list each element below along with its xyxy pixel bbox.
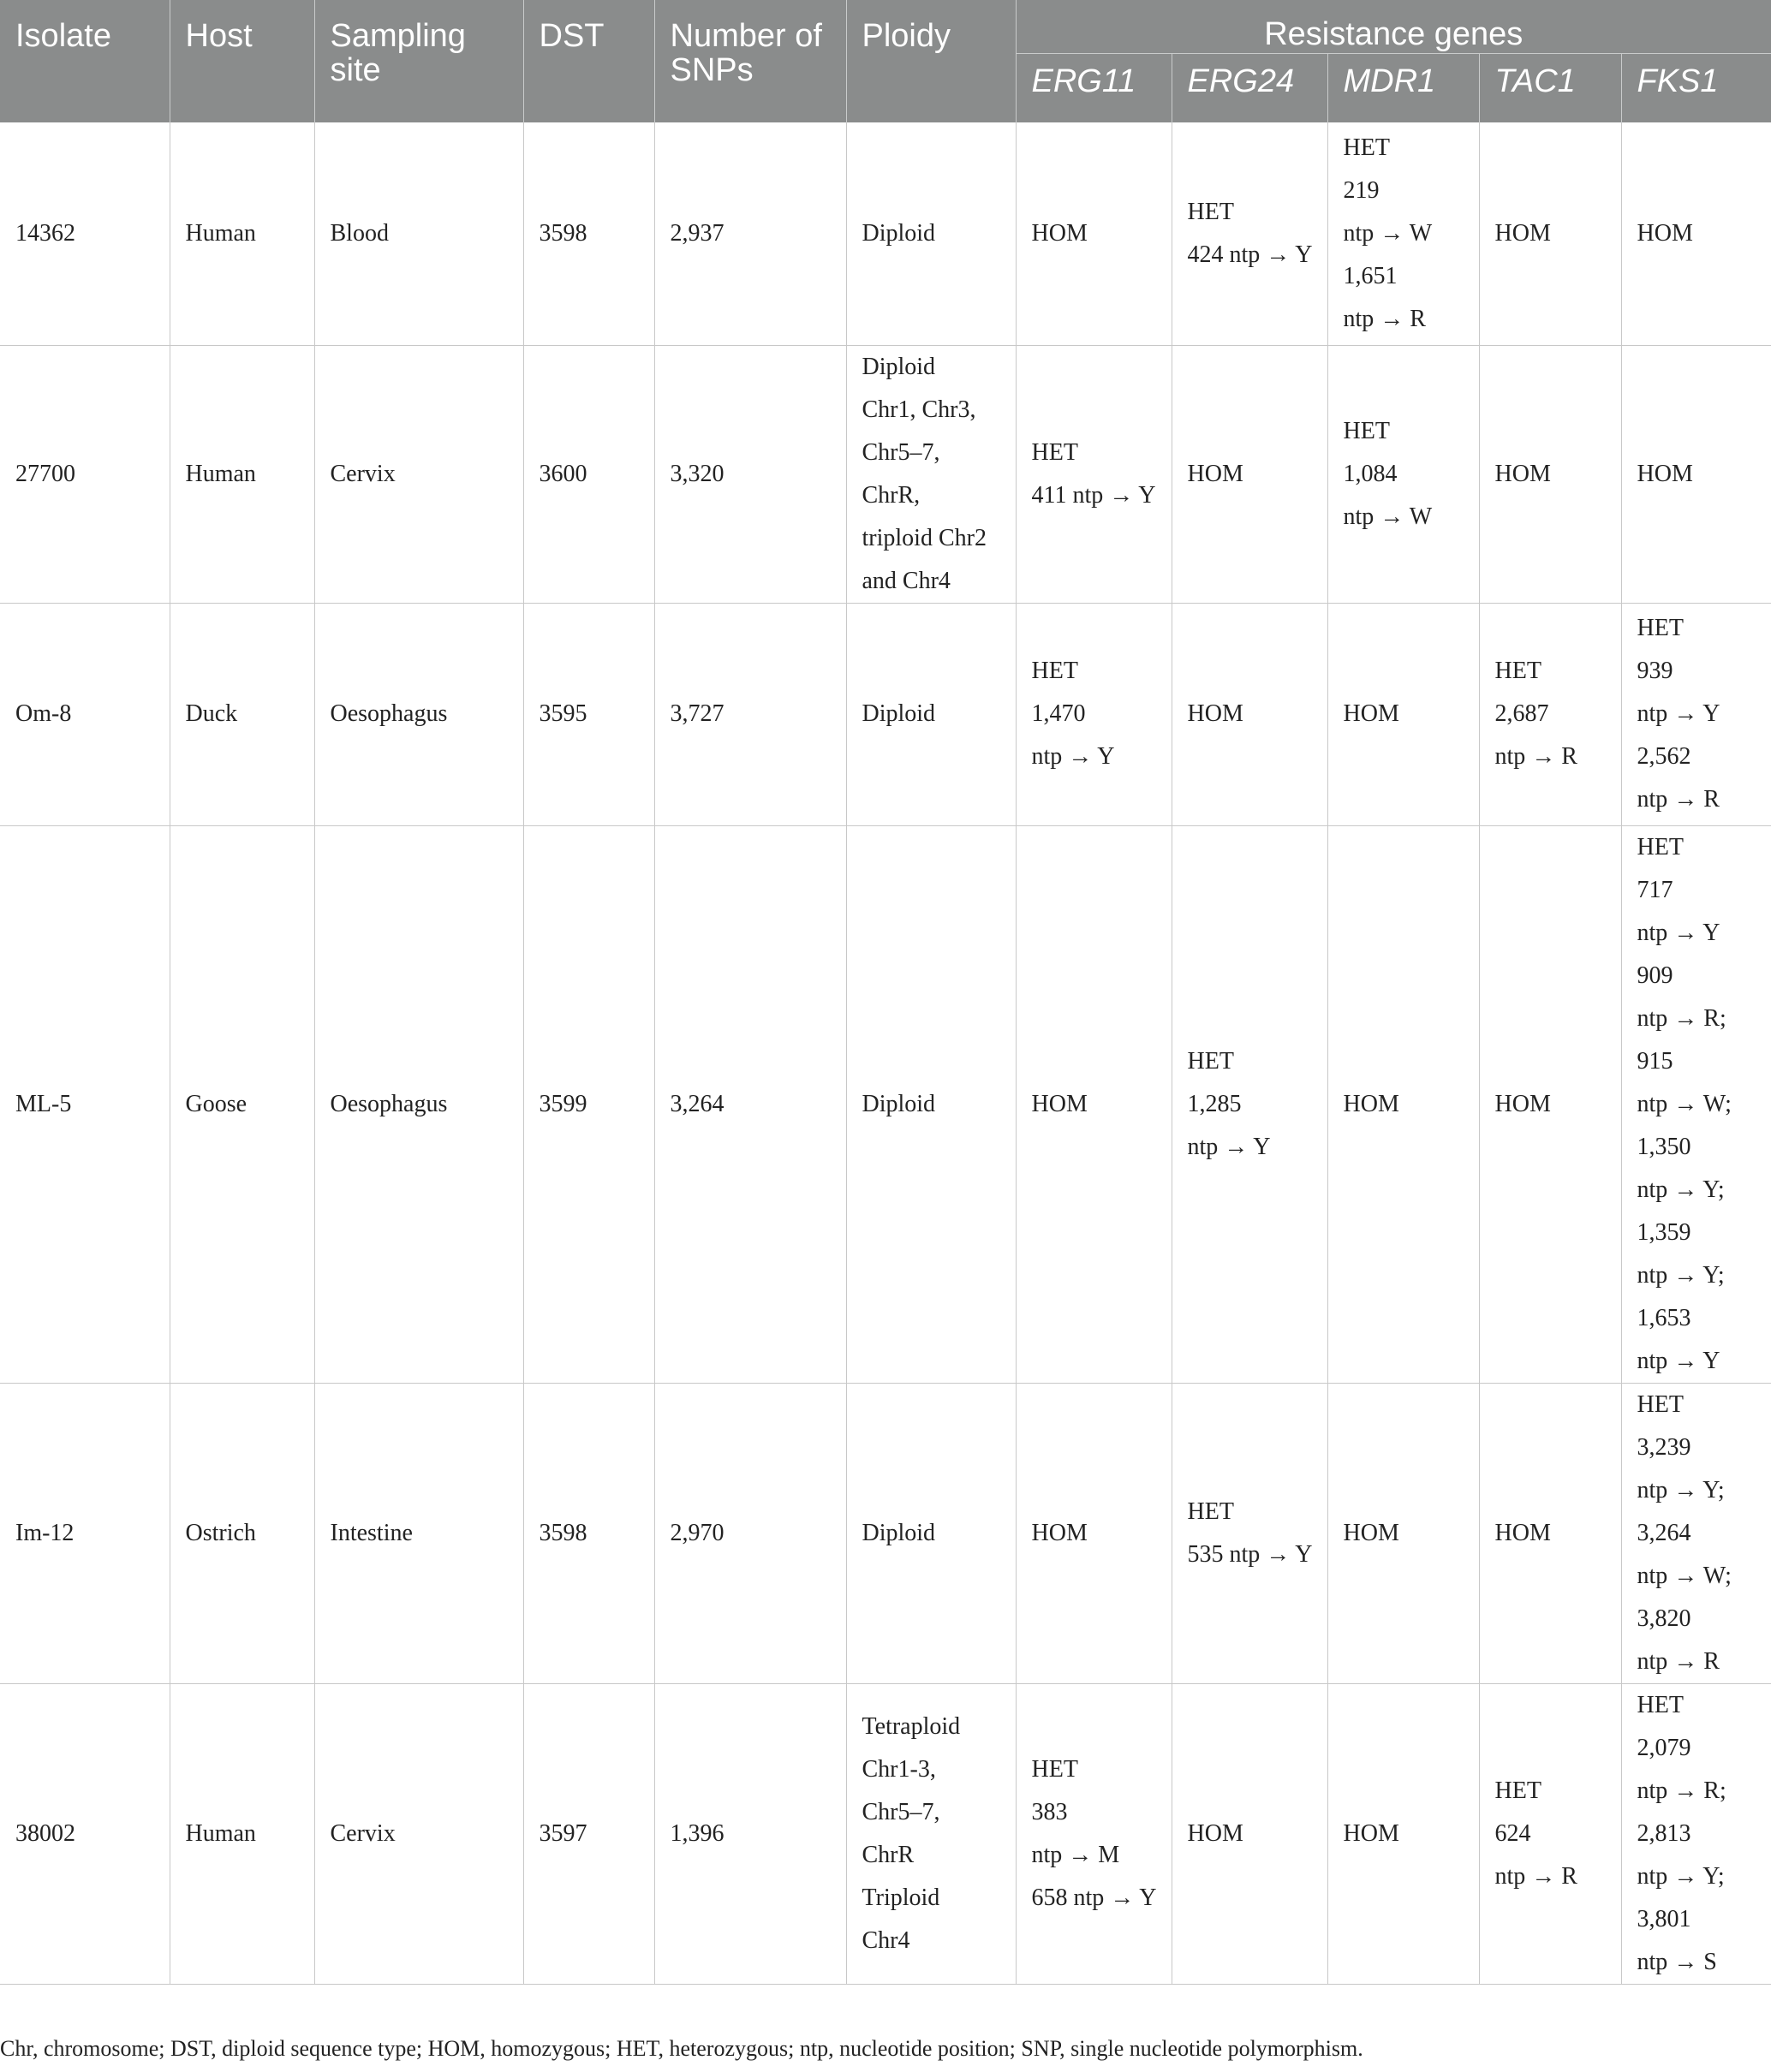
cell-tac1 — [1479, 1383, 1621, 1683]
cell-ploidy — [846, 603, 1016, 825]
cell-erg24 — [1172, 825, 1327, 1383]
cell-sampling-site: Oesophagus — [314, 825, 523, 1383]
cell-line: Chr5–7, — [862, 1798, 940, 1825]
cell-line: HOM — [1494, 460, 1551, 487]
cell-line: Chr4 — [862, 1926, 910, 1954]
cell-dst: 3598 — [523, 1383, 654, 1683]
cell-line: Diploid — [862, 219, 936, 247]
header-dst: DST — [523, 0, 654, 122]
cell-line: HOM — [1187, 460, 1243, 487]
cell-line: HET — [1187, 1047, 1234, 1075]
cell-line: ntp → R — [1494, 743, 1577, 770]
cell-line: HOM — [1031, 1090, 1088, 1117]
cell-host: Duck — [170, 603, 314, 825]
cell-dst: 3597 — [523, 1683, 654, 1984]
cell-isolate: ML-5 — [0, 825, 170, 1383]
cell-line: 909 — [1637, 962, 1673, 989]
cell-line: ntp → Y — [1187, 1133, 1271, 1160]
cell-dst: 3595 — [523, 603, 654, 825]
cell-line: 1,653 — [1637, 1304, 1691, 1331]
header-gene-erg11: ERG11 — [1016, 54, 1172, 123]
cell-line: 383 — [1031, 1798, 1068, 1825]
cell-line: ntp → Y; — [1637, 1261, 1725, 1289]
cell-dst: 3599 — [523, 825, 654, 1383]
cell-mdr1 — [1327, 1683, 1479, 1984]
cell-erg11 — [1016, 122, 1172, 345]
header-gene-tac1: TAC1 — [1479, 54, 1621, 123]
cell-line: ntp → Y; — [1637, 1476, 1725, 1503]
cell-line: HET — [1187, 198, 1234, 225]
cell-isolate: 38002 — [0, 1683, 170, 1984]
cell-host: Goose — [170, 825, 314, 1383]
cell-line: 219 — [1343, 176, 1380, 204]
cell-line: HET — [1494, 1777, 1541, 1804]
cell-line: HET — [1187, 1497, 1234, 1525]
header-number-of-snps: Number of SNPs — [654, 0, 846, 122]
cell-ploidy — [846, 825, 1016, 1383]
cell-line: HOM — [1343, 1090, 1399, 1117]
header-sampling-site: Sampling site — [314, 0, 523, 122]
cell-host: Human — [170, 1683, 314, 1984]
cell-erg11 — [1016, 1683, 1172, 1984]
cell-line: HET — [1637, 615, 1684, 641]
header-gene-fks1: FKS1 — [1621, 54, 1771, 123]
cell-line: HET — [1637, 1691, 1684, 1718]
cell-line: ChrR — [862, 1841, 915, 1868]
cell-isolate: Om-8 — [0, 603, 170, 825]
table-header — [0, 0, 1771, 122]
table-body — [0, 122, 1771, 1984]
cell-line: Diploid — [862, 1090, 936, 1117]
cell-mdr1 — [1327, 603, 1479, 825]
cell-line: Diploid — [862, 700, 936, 727]
cell-tac1 — [1479, 1683, 1621, 1984]
table-row — [0, 122, 1771, 345]
cell-line: 411 ntp → Y — [1031, 481, 1156, 509]
cell-line: 3,820 — [1637, 1605, 1691, 1632]
cell-fks1 — [1621, 345, 1771, 603]
cell-sampling-site: Intestine — [314, 1383, 523, 1683]
cell-line: ntp → S — [1637, 1948, 1717, 1975]
header-resistance-genes: Resistance genes — [1016, 0, 1771, 54]
cell-isolate: 27700 — [0, 345, 170, 603]
cell-erg11 — [1016, 345, 1172, 603]
cell-number-of-snps: 2,937 — [654, 122, 846, 345]
cell-erg11 — [1016, 1383, 1172, 1683]
cell-dst: 3600 — [523, 345, 654, 603]
cell-mdr1 — [1327, 122, 1479, 345]
cell-line: HOM — [1494, 1090, 1551, 1117]
cell-tac1 — [1479, 825, 1621, 1383]
cell-line: 624 — [1494, 1819, 1531, 1847]
cell-line: and Chr4 — [862, 567, 951, 594]
cell-line: ntp → R — [1494, 1862, 1577, 1890]
cell-line: ntp → W; — [1637, 1562, 1732, 1589]
cell-line: 3,801 — [1637, 1905, 1691, 1932]
cell-line: ntp → Y; — [1637, 1862, 1725, 1890]
cell-line: Chr1, Chr3, — [862, 396, 976, 423]
cell-number-of-snps: 2,970 — [654, 1383, 846, 1683]
table-row — [0, 1683, 1771, 1984]
cell-isolate: Im-12 — [0, 1383, 170, 1683]
cell-line: ntp → W — [1343, 219, 1433, 247]
cell-host: Human — [170, 345, 314, 603]
cell-sampling-site: Cervix — [314, 1683, 523, 1984]
cell-tac1 — [1479, 345, 1621, 603]
cell-line: ntp → R — [1637, 1647, 1720, 1675]
cell-line: Diploid — [862, 1519, 936, 1546]
cell-line: 2,562 — [1637, 743, 1691, 770]
cell-erg24 — [1172, 603, 1327, 825]
cell-erg24 — [1172, 1683, 1327, 1984]
cell-erg24 — [1172, 345, 1327, 603]
cell-line: HOM — [1343, 1819, 1399, 1847]
cell-line: HET — [1637, 833, 1684, 860]
cell-fks1 — [1621, 603, 1771, 825]
cell-line: ntp → R — [1343, 305, 1426, 332]
cell-line: 2,813 — [1637, 1819, 1691, 1847]
cell-erg11 — [1016, 603, 1172, 825]
cell-line: ntp → Y — [1031, 743, 1115, 770]
cell-line: HOM — [1187, 1819, 1243, 1847]
cell-ploidy — [846, 1383, 1016, 1683]
cell-line: 658 ntp → Y — [1031, 1884, 1157, 1911]
header-gene-erg24: ERG24 — [1172, 54, 1327, 123]
cell-line: ntp → R — [1637, 786, 1720, 813]
cell-line: 1,350 — [1637, 1133, 1691, 1160]
cell-line: HOM — [1343, 1519, 1399, 1546]
cell-line: HOM — [1343, 700, 1399, 727]
header-gene-mdr1: MDR1 — [1327, 54, 1479, 123]
cell-erg11 — [1016, 825, 1172, 1383]
cell-number-of-snps: 3,320 — [654, 345, 846, 603]
table-row — [0, 603, 1771, 825]
cell-line: HOM — [1187, 700, 1243, 727]
table-row — [0, 345, 1771, 603]
cell-line: 3,264 — [1637, 1519, 1691, 1546]
table-row — [0, 1383, 1771, 1683]
cell-line: HOM — [1031, 1519, 1088, 1546]
cell-line: 3,239 — [1637, 1433, 1691, 1461]
cell-line: HET — [1031, 1755, 1078, 1783]
cell-line: ntp → Y — [1637, 919, 1720, 946]
cell-line: Triploid — [862, 1884, 940, 1911]
cell-line: Chr1-3, — [862, 1755, 936, 1783]
cell-ploidy — [846, 345, 1016, 603]
cell-line: 424 ntp → Y — [1187, 241, 1313, 268]
cell-sampling-site: Cervix — [314, 345, 523, 603]
cell-line: 1,359 — [1637, 1218, 1691, 1246]
cell-fks1 — [1621, 1383, 1771, 1683]
table-footnote: Chr, chromosome; DST, diploid sequence type; HOM, homozygous; HET, heterozygous; ntp, nucleotide position; SNP, single nucleotide polymorphism. — [0, 2036, 1363, 2061]
cell-fks1 — [1621, 122, 1771, 345]
cell-host: Ostrich — [170, 1383, 314, 1683]
cell-erg24 — [1172, 1383, 1327, 1683]
cell-tac1 — [1479, 122, 1621, 345]
cell-line: HET — [1343, 417, 1390, 444]
cell-line: ntp → Y — [1637, 1347, 1720, 1374]
header-isolate: Isolate — [0, 0, 170, 122]
cell-line: HET — [1637, 1390, 1684, 1418]
cell-line: 1,084 — [1343, 460, 1398, 487]
cell-line: ntp → M — [1031, 1841, 1120, 1868]
cell-line: HOM — [1031, 219, 1088, 247]
cell-line: ntp → W; — [1637, 1090, 1732, 1117]
cell-line: HET — [1494, 658, 1541, 684]
cell-fks1 — [1621, 825, 1771, 1383]
cell-line: ChrR, — [862, 481, 921, 509]
cell-number-of-snps: 1,396 — [654, 1683, 846, 1984]
cell-dst: 3598 — [523, 122, 654, 345]
cell-line: HOM — [1637, 219, 1693, 247]
cell-line: 717 — [1637, 876, 1673, 903]
cell-line: ntp → R; — [1637, 1004, 1726, 1032]
cell-line: 2,079 — [1637, 1734, 1691, 1761]
cell-host: Human — [170, 122, 314, 345]
cell-line: 939 — [1637, 658, 1673, 684]
cell-line: Chr5–7, — [862, 438, 940, 466]
cell-tac1 — [1479, 603, 1621, 825]
cell-mdr1 — [1327, 825, 1479, 1383]
cell-line: triploid Chr2 — [862, 524, 987, 551]
cell-mdr1 — [1327, 345, 1479, 603]
cell-isolate: 14362 — [0, 122, 170, 345]
cell-line: 2,687 — [1494, 700, 1549, 727]
cell-line: 1,470 — [1031, 700, 1086, 727]
cell-line: 1,651 — [1343, 262, 1398, 289]
cell-line: 1,285 — [1187, 1090, 1242, 1117]
header-host: Host — [170, 0, 314, 122]
cell-line: HET — [1031, 438, 1078, 466]
cell-line: HET — [1031, 658, 1078, 684]
cell-mdr1 — [1327, 1383, 1479, 1683]
cell-line: 535 ntp → Y — [1187, 1540, 1313, 1568]
cell-line: ntp → Y — [1637, 700, 1720, 727]
cell-line: ntp → R; — [1637, 1777, 1726, 1804]
cell-line: ntp → Y; — [1637, 1176, 1725, 1203]
cell-sampling-site: Oesophagus — [314, 603, 523, 825]
cell-erg24 — [1172, 122, 1327, 345]
cell-number-of-snps: 3,264 — [654, 825, 846, 1383]
cell-ploidy — [846, 1683, 1016, 1984]
cell-fks1 — [1621, 1683, 1771, 1984]
cell-line: Diploid — [862, 353, 936, 380]
cell-line: HOM — [1494, 1519, 1551, 1546]
cell-line: ntp → W — [1343, 503, 1433, 530]
cell-sampling-site: Blood — [314, 122, 523, 345]
cell-line: 915 — [1637, 1047, 1673, 1075]
cell-ploidy — [846, 122, 1016, 345]
cell-line: HOM — [1637, 460, 1693, 487]
cell-line: HOM — [1494, 219, 1551, 247]
cell-number-of-snps: 3,727 — [654, 603, 846, 825]
cell-line: Tetraploid — [862, 1712, 961, 1740]
header-ploidy: Ploidy — [846, 0, 1016, 122]
table-row — [0, 825, 1771, 1383]
cell-line: HET — [1343, 134, 1390, 161]
